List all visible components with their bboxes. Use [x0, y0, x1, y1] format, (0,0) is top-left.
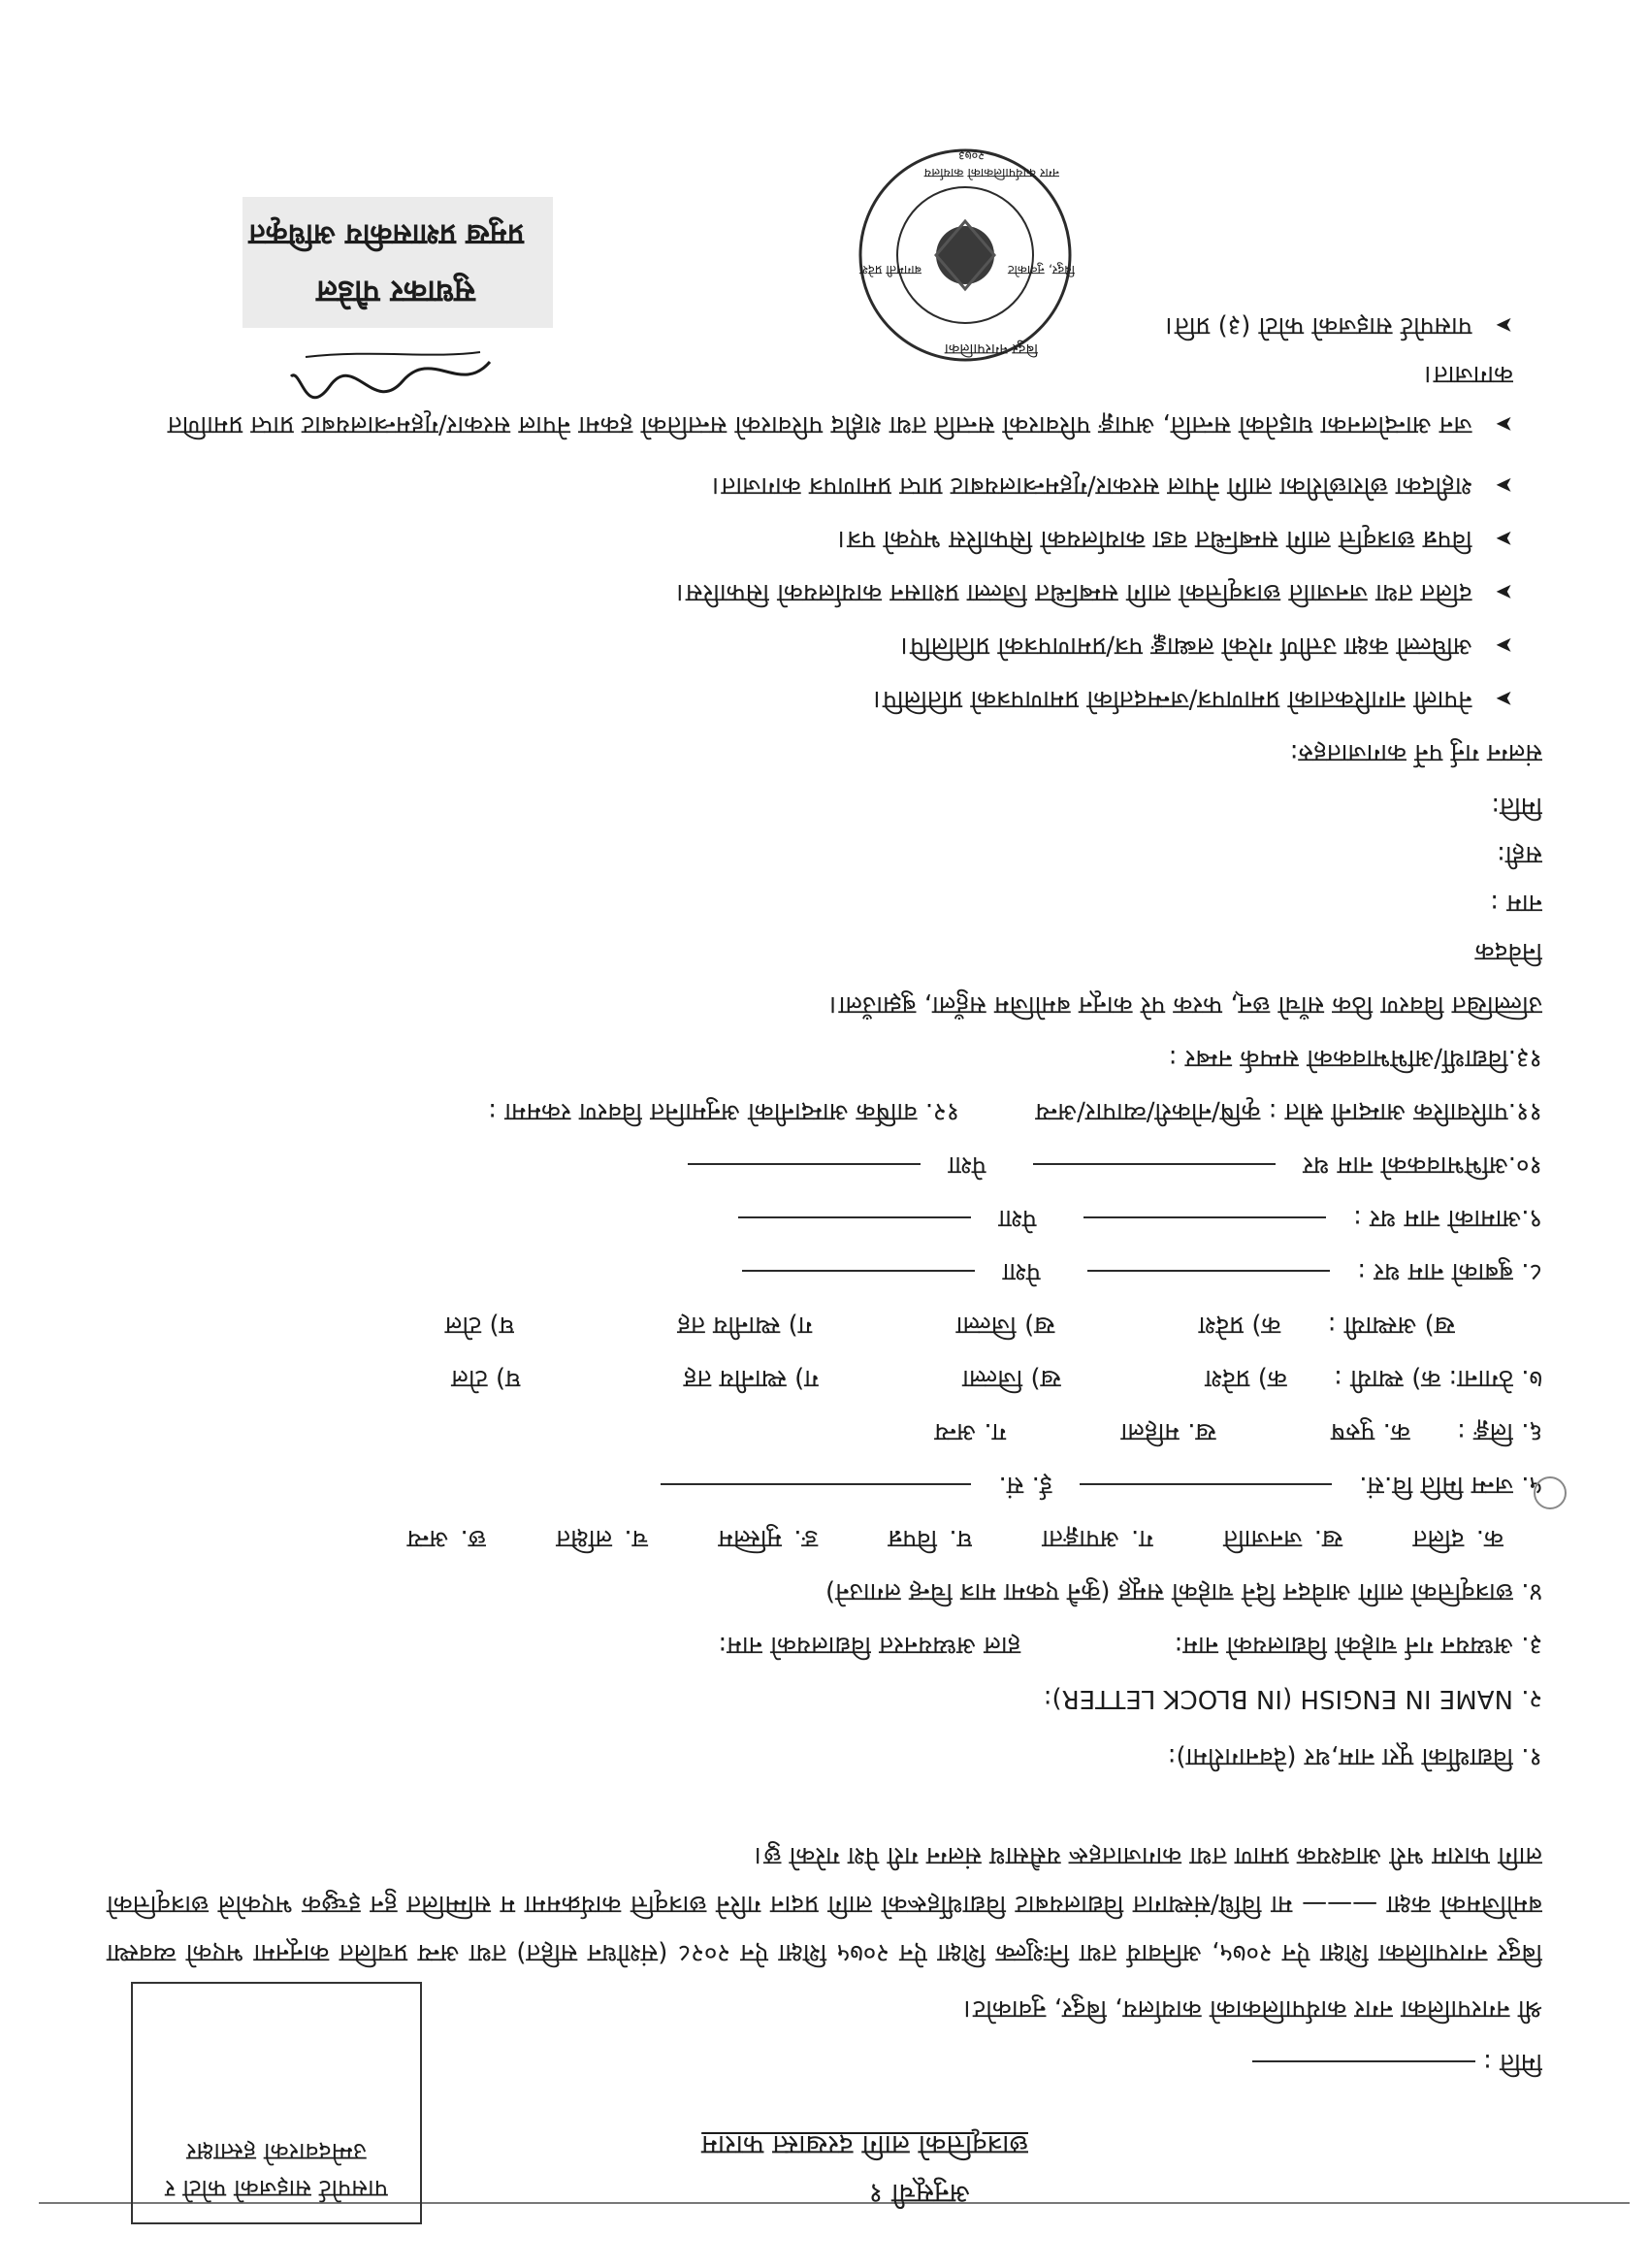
dob-bs-blank [1080, 1484, 1332, 1486]
gender-female: ख. महिला [1120, 1417, 1216, 1446]
option-dalit: क. दलित [1412, 1524, 1504, 1553]
mother-occupation-label: पेशा [998, 1204, 1037, 1233]
attachments-heading: संलग्न गर्नु पर्ने कागजातहरु: [1289, 738, 1542, 767]
attachment-item: ➤ अघिल्लो कक्षा उत्तीर्ण गरेको लब्धाङ्क पत्र/प्रमाणपत्रको प्रतिलिपि। [900, 628, 1513, 663]
photo-signature-box [131, 1982, 422, 2224]
applicant-label: निवेदक [1474, 937, 1542, 966]
option-other: छ. अन्य [406, 1524, 487, 1553]
municipal-stamp [854, 144, 1077, 367]
officer-title: प्रमुख प्रशासकीय अधिकृत [248, 217, 524, 251]
date-blank [1252, 2061, 1475, 2063]
handwritten-signature [286, 338, 500, 405]
father-occupation-blank [742, 1271, 975, 1273]
temp-province: क) प्रदेश [1198, 1311, 1281, 1340]
field-11-label: ११.पारिवारिक आम्दानी स्रोत : कृषि/नोकरी/व्यापार/अन्य [1035, 1097, 1542, 1126]
form-title: छात्रवृत्तिको लागि दरखास्त फाराम [701, 2129, 1028, 2161]
field-6-gender [934, 1415, 1542, 1448]
attachment-item: ➤ पासपोर्ट साइजको फोटो (३) प्रति। [1165, 308, 1513, 342]
field-7-label: ७. ठेगाना: क) स्थायी : [1334, 1364, 1542, 1393]
field-3-current-school: हाल अध्ययनरत विद्यालयको नाम: [718, 1631, 1021, 1660]
date-line [1252, 2046, 1542, 2079]
officer-name: सुधाकर पौडेल [316, 274, 475, 310]
father-name-blank [1087, 1271, 1330, 1273]
stamp-line: २०७३ [957, 147, 985, 162]
stamp-line: बिदुर, नुवाकोट [1008, 262, 1075, 276]
temporary-label: ख) अस्थायी : [1327, 1311, 1455, 1340]
guardian-occupation-blank [688, 1164, 921, 1166]
guardian-name-blank [1033, 1164, 1276, 1166]
field-3-label: ३. अध्ययन गर्न चाहेको विद्यालयको नाम: [1174, 1631, 1542, 1660]
field-1-name-devanagari: १. विद्यार्थीको पूरा नाम,थर (देवनागरीमा): [1167, 1742, 1542, 1771]
field-3-school [719, 1629, 1542, 1662]
field-4-group: ४. छात्रवृत्तिको लागि आवेदन दिने चाहेको समूह (कुनै एकमा मात्र चिन्ह लगाउने) [825, 1577, 1542, 1606]
option-poor: घ. विपन्न [888, 1524, 973, 1553]
option-janajati: ख. जनजाति [1223, 1524, 1343, 1553]
gender-other: ग. अन्य [934, 1417, 1007, 1446]
option-targeted: च. लक्षित [556, 1524, 649, 1553]
intro-paragraph: बिदुर नगरपालिका शिक्षा ऐन २०७५, अनिवार्य तथा निःशुल्क शिक्षा ऐन २०७५ शिक्षा ऐन २०२८ (संशोधन सहित) तथा अन्य प्रचलित कानूनमा भएको व्यवस्था बमोजिमको कक्षा ——— मा विधि/संस्थागत विद्यालयबाट विद्यार्थीहरूको लागि प्रदान गरिने छात्रवृत्ति कार्यक्रममा म सम्मिलित हुन इच्छुक भएकोले छात्रवृत्तिको लागि फाराम भरी आवश्यक प्रमाण तथा कागजातहरू यसैसाथ संलग्न गरी पेश गरेको छु। [107, 1841, 1542, 1967]
address-district: ख) जिल्ला [962, 1364, 1061, 1393]
address-local-level: ग) स्थानीय तह [683, 1364, 819, 1393]
date-label: मिति : [1483, 2048, 1542, 2077]
option-muslim: ङ. मुस्लिम [718, 1524, 819, 1553]
attachment-item: ➤ विपन्न छात्रवृत्ति लागि सम्बन्धित वडा कार्यालयको सिफारिस भएको पत्र। [837, 521, 1513, 556]
field-13-contact: १३.विद्यार्थी/अभिभावकको सम्पर्क नम्बर : [1168, 1044, 1542, 1073]
field-4-options [407, 1522, 1504, 1555]
declaration: उल्लिखित विवरण ठिक साँचो छन्, फरक परे कानून बमोजिम सहुँला, बुझाउँला। [828, 990, 1542, 1020]
field-12-label: १२. वार्षिक आम्दानीको अनुमानित विवरण रकममा : [488, 1097, 960, 1126]
temp-tole: घ) टोल [444, 1311, 515, 1340]
field-2-name-english: २. NAME IN ENGISH (IN BLOCK LETTER): [1043, 1684, 1542, 1713]
applicant-name: नाम : [1490, 889, 1542, 918]
attachment-item: ➤ शहीदका छोराछोरीका लागि नेपाल सरकार/गृहमन्त्रालयबाट प्राप्त प्रमाणपत्र कागजात। [712, 468, 1513, 502]
annex-label: अनुसूची १ [868, 2178, 970, 2210]
field-5-dob [661, 1469, 1542, 1502]
field-10-label: १०.अभिभावकको नाम थर [1303, 1150, 1542, 1180]
attachment-item: ➤ दलित तथा जनजाति छात्रवृत्तिको लागि सम्बन्धित जिल्ला प्रशासन कार्यालयको सिफारिस। [676, 574, 1513, 609]
field-11-income-source [488, 1095, 1542, 1128]
punch-hole [1534, 1476, 1567, 1509]
field-6-label: ६. लिङ्ग : [1457, 1417, 1542, 1446]
temp-local-level: ग) स्थानीय तह [677, 1311, 813, 1340]
field-7-temporary-address [445, 1309, 1455, 1342]
applicant-signature: सही: [1497, 840, 1542, 869]
field-9-label: ९.आमाको नाम थर : [1353, 1204, 1542, 1233]
stamp-line: बागमती प्रदेश [859, 262, 922, 276]
gender-male: क. पुरुष [1330, 1417, 1410, 1446]
field-9-mother [738, 1202, 1542, 1235]
applicant-date: मिति: [1491, 792, 1542, 821]
temp-district: ख) जिल्ला [955, 1311, 1055, 1340]
field-7-permanent-address [451, 1362, 1542, 1395]
field-5-ad-label: ई. सं. [998, 1471, 1052, 1500]
stamp-line: बिदुर नगरपालिका [944, 340, 1038, 358]
field-8-label: ८. बुबाको नाम थर : [1357, 1257, 1542, 1286]
photo-box-label: पासपोर्ट साइजको फोटो र उम्मेदवारको हस्ताक्षर [165, 2138, 388, 2203]
field-5-label: ५. जन्म मिति वि.सं. [1359, 1471, 1542, 1500]
addressee: श्री नगरपालिका नगर कार्यपालिकाको कार्यालय, बिदुर, नुवाकोट। [963, 1994, 1542, 2024]
mother-name-blank [1083, 1217, 1326, 1219]
dob-ad-blank [661, 1484, 971, 1486]
field-10-guardian [688, 1149, 1542, 1182]
attachment-item: ➤ जन आन्दोलनका घाइतेको सन्तति, अपाङ्ग परिवारको सन्तति तथा शहीद परिवारको सन्ततिको हकमा नेपाल सरकार/गृहमन्त्रालयबाट प्राप्त प्रमाणित कागजात। [116, 350, 1513, 449]
attachment-item: ➤ नेपाली नागरिकताको प्रमाणपत्र/जन्मदर्ताको प्रमाणपत्रको प्रतिलिपि। [873, 681, 1513, 716]
guardian-occupation-label: पेशा [948, 1150, 986, 1180]
mother-occupation-blank [738, 1217, 971, 1219]
address-tole: घ) टोल [451, 1364, 521, 1393]
address-province: क) प्रदेश [1205, 1364, 1287, 1393]
option-disabled: ग. अपाङ्गता [1042, 1524, 1153, 1553]
father-occupation-label: पेशा [1002, 1257, 1041, 1286]
stamp-line: नगर कार्यपालिकाको कार्यालय [923, 165, 1059, 179]
field-8-father [742, 1255, 1542, 1288]
